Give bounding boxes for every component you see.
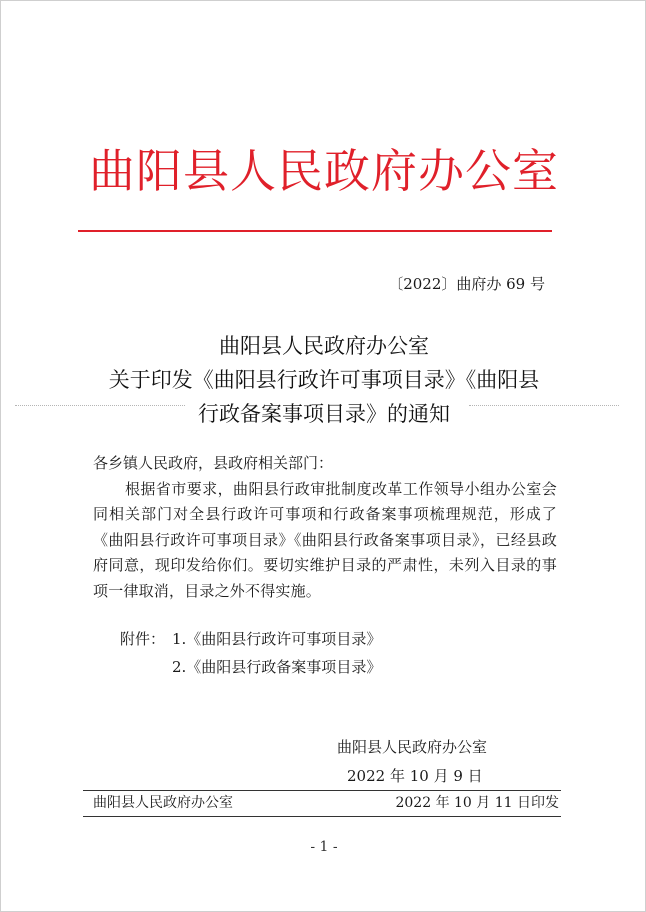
page-number: - 1 - bbox=[310, 839, 338, 855]
footer-issuer: 曲阳县人民政府办公室 bbox=[93, 795, 233, 811]
issue-date: 2022 年 10 月 9 日 bbox=[347, 767, 483, 785]
masthead-red-rule bbox=[78, 230, 552, 232]
attachments-block bbox=[120, 625, 381, 681]
document-number: 〔2022〕曲府办 69 号 bbox=[388, 275, 545, 293]
document-body bbox=[93, 451, 557, 604]
footer-rule-bottom bbox=[83, 816, 561, 817]
title-line-1: 曲阳县人民政府办公室 bbox=[219, 334, 429, 358]
document-title bbox=[1, 329, 646, 431]
masthead-title: 曲阳县人民政府办公室 bbox=[89, 144, 559, 198]
body-paragraph: 根据省市要求，曲阳县行政审批制度改革工作领导小组办公室会同相关部门对全县行政许可事项和行政备案事项梳理规范，形成了《曲阳县行政许可事项目录》《曲阳县行政备案事项目录》，已经县政府同意，现印发给你们。要切实维护目录的严肃性，未列入目录的事项一律取消，目录之外不得实施。 bbox=[93, 479, 557, 600]
title-line-3: 行政备案事项目录》的通知 bbox=[198, 402, 450, 426]
title-line-2: 关于印发《曲阳县行政许可事项目录》《曲阳县 bbox=[108, 368, 540, 392]
print-footer bbox=[83, 792, 561, 814]
attachment-item-2: 2.《曲阳县行政备案事项目录》 bbox=[172, 658, 382, 676]
scan-artifact-right bbox=[469, 405, 619, 407]
attachments-label: 附件： bbox=[120, 630, 166, 648]
attachment-item-1: 1.《曲阳县行政许可事项目录》 bbox=[172, 630, 382, 648]
attachment-row-1 bbox=[120, 625, 381, 653]
signature-block bbox=[337, 733, 487, 791]
scan-artifact-left bbox=[15, 405, 185, 407]
salutation: 各乡镇人民政府，县政府相关部门： bbox=[93, 454, 334, 472]
issuer-name: 曲阳县人民政府办公室 bbox=[337, 738, 488, 756]
footer-rule-top bbox=[83, 790, 561, 791]
footer-print-date: 2022 年 10 月 11 日印发 bbox=[395, 795, 559, 811]
attachment-row-2 bbox=[120, 653, 381, 681]
